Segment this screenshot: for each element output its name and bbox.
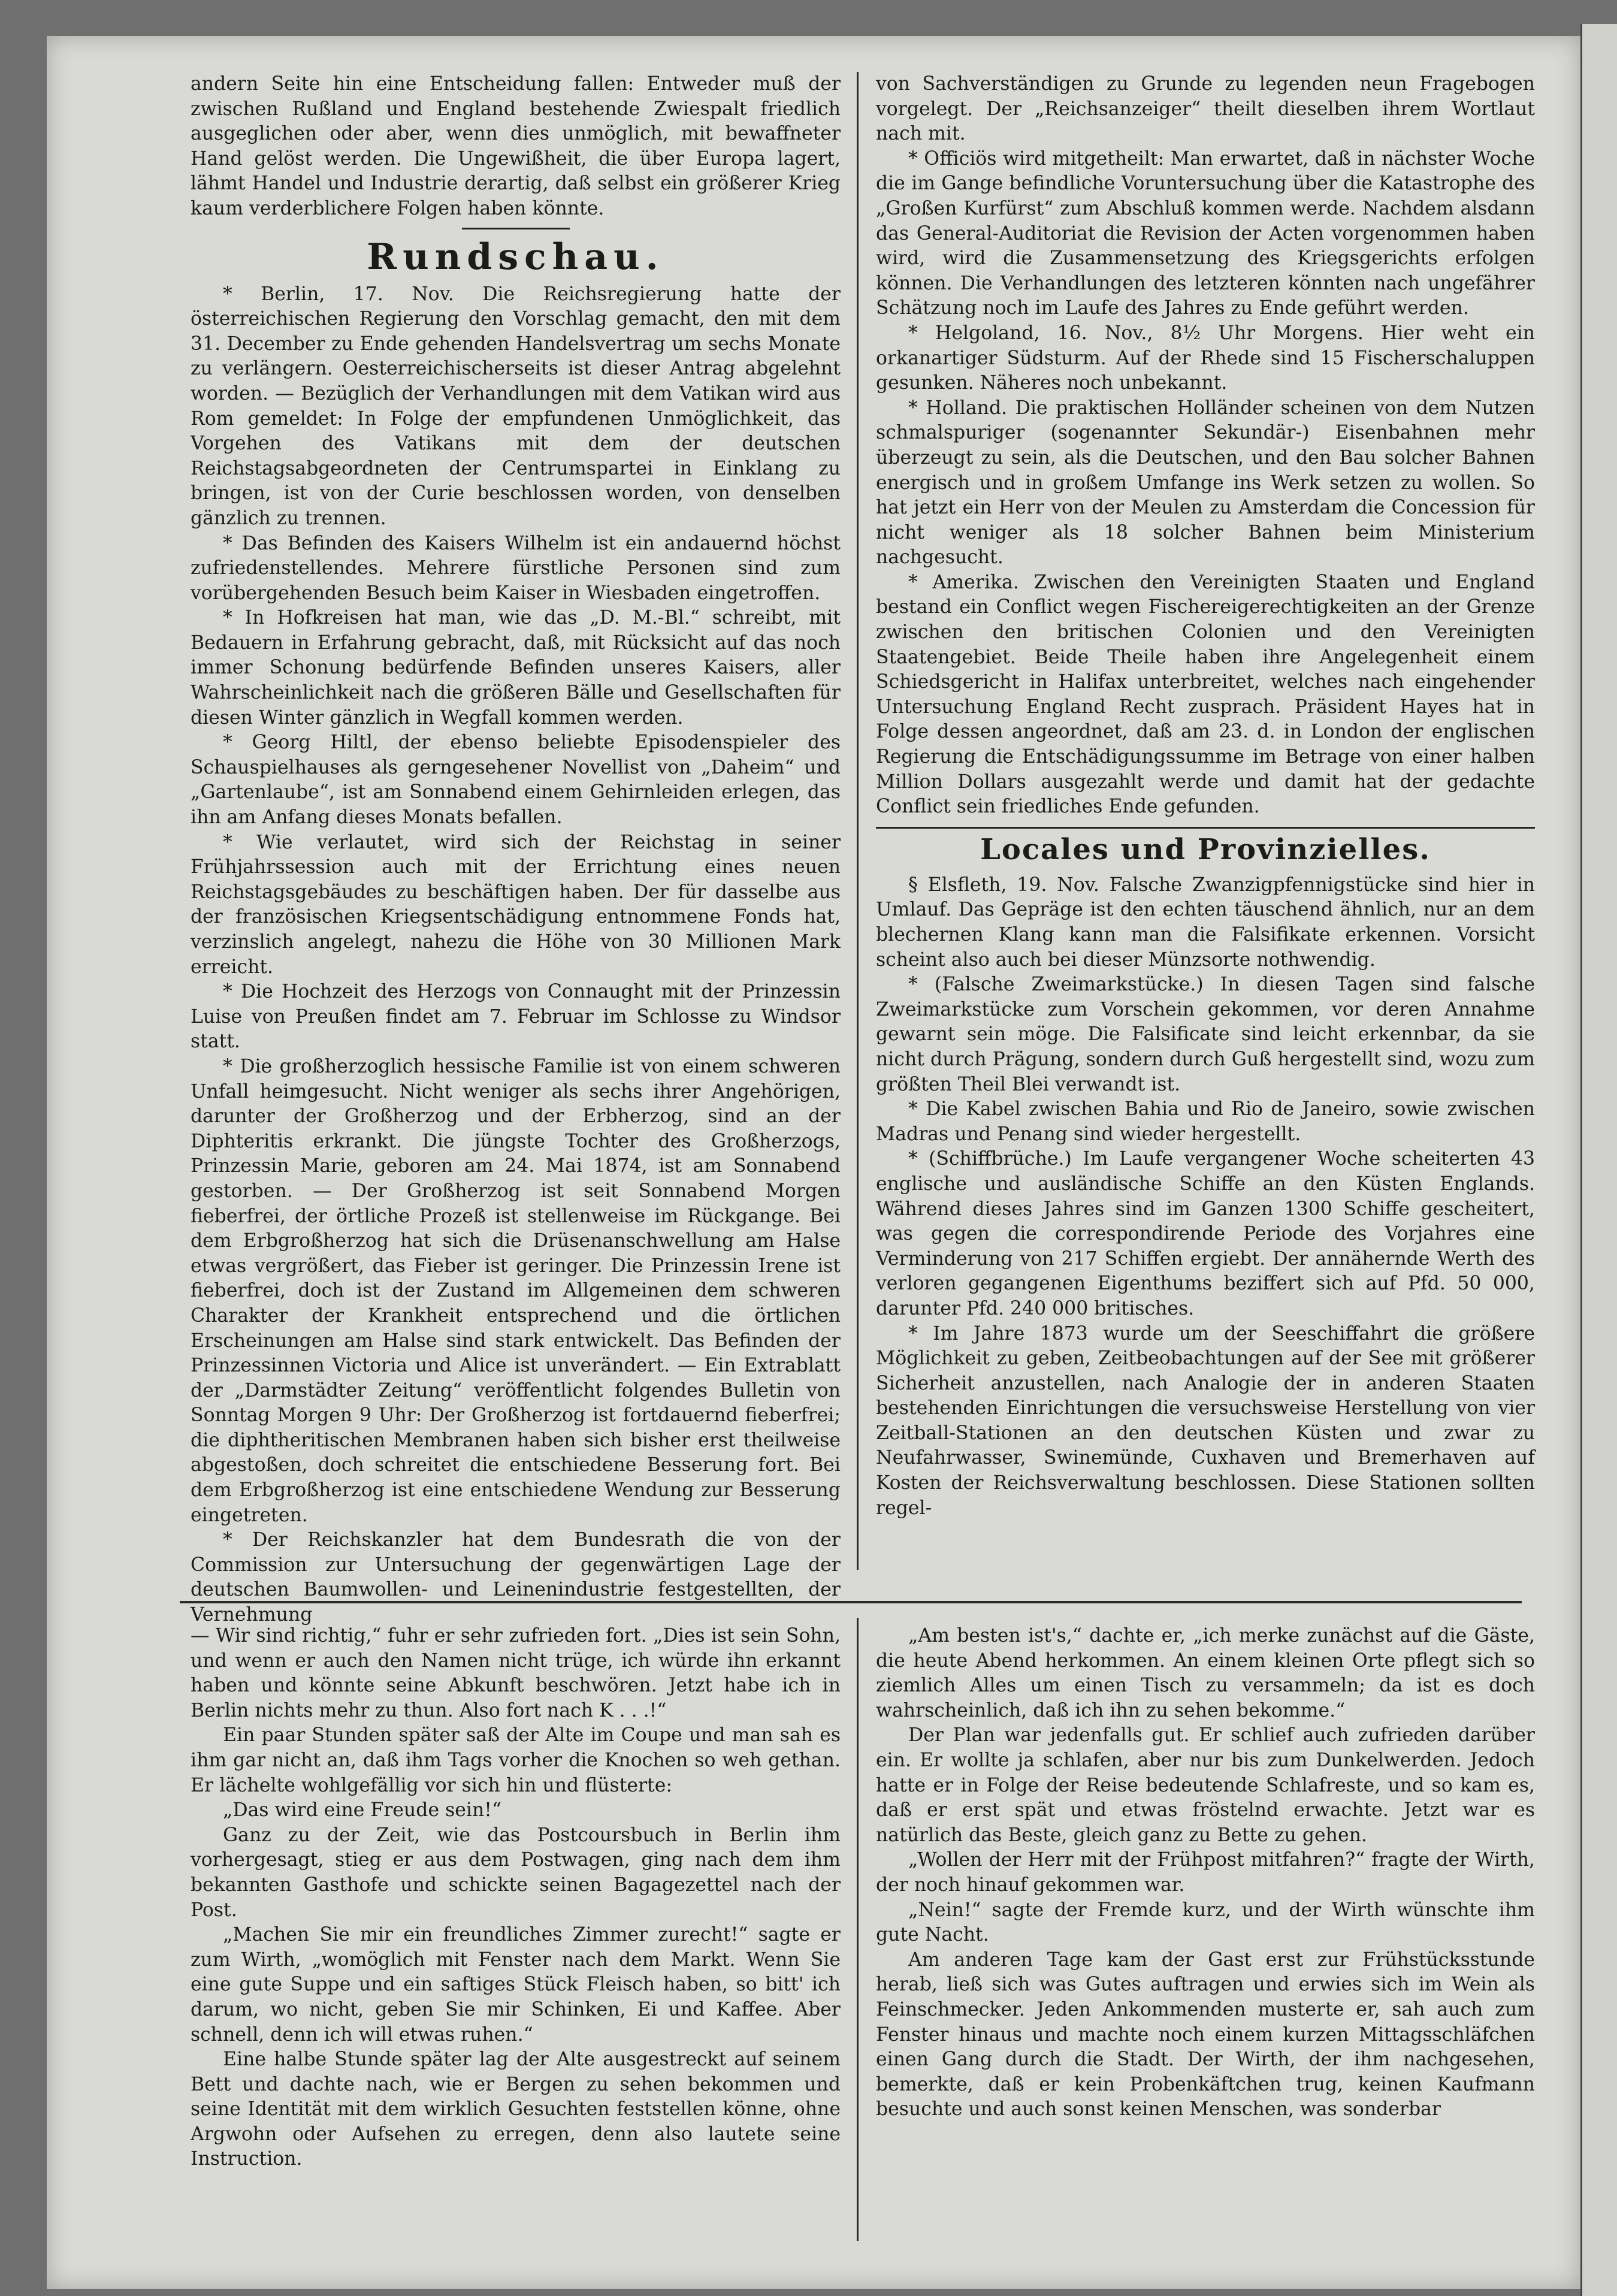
news-item: * Officiös wird mitgetheilt: Man erwartet, daß in nächster Woche die im Gange befindliche Voruntersuchung über die Katastrophe des „Großen Kurfürst“ zum Abschluß kommen werde. Nachdem alsdann das General-Auditoriat die Revision der Acten vorgenommen haben wird, wird die Zusammensetzung des Kriegsgerichts erfolgen können. Die Verhandlungen des letzteren könnten nach ungefährer Schätzung noch im Laufe des Jahres zu Ende geführt werden. xyxy=(876,147,1535,319)
column-divider xyxy=(857,72,859,1570)
story-paragraph: „Das wird eine Freude sein!“ xyxy=(223,1799,502,1821)
story-paragraph: „Nein!“ sagte der Fremde kurz, und der Wirth wünschte ihm gute Nacht. xyxy=(876,1899,1535,1946)
story-paragraph: „Machen Sie mir ein freundliches Zimmer zurecht!“ sagte er zum Wirth, „womöglich mit Fenster nach dem Markt. Wenn Sie eine gute Suppe und ein saftiges Stück Fleisch haben, so bitt' ich darum, wo nicht, geben Sie mir Schinken, Ei und Kaffee. Aber schnell, denn ich will etwas ruhen.“ xyxy=(191,1924,841,2046)
news-item: * Die großherzoglich hessische Familie ist von einem schweren Unfall heimgesucht. Nicht weniger als sechs ihrer Angehörigen, darunter der Großherzog und der Erbherzog, sind an der Diphteritis erkrankt. Die jüngste Tochter des Großherzogs, Prinzessin Marie, geboren am 24. Mai 1874, ist am Sonnabend gestorben. — Der Großherzog ist seit Sonnabend Morgen fieberfrei, der örtliche Prozeß ist stellenweise im Rückgange. Bei dem Erbgroßherzog hat sich die Drüsenanschwellung am Halse etwas vergrößert, das Fieber ist geringer. Die Prinzessin Irene ist fieberfrei, doch ist der Zustand im Allgemeinen dem schweren Charakter der Krankheit entsprechend und die örtlichen Erscheinungen am Halse sind stark entwickelt. Das Befinden der Prinzessinnen Victoria und Alice ist unverändert. — Ein Extrablatt der „Darmstädter Zeitung“ veröffentlicht folgendes Bulletin von Sonntag Morgen 9 Uhr: Der Großherzog ist fortdauernd fieberfrei; die diphtheritischen Membranen haben sich bisher erst theilweise abgestoßen, doch schreitet die entschiedene Besserung fort. Bei dem Erbgroßherzog ist eine entschiedene Wendung zur Besserung eingetreten. xyxy=(191,1055,841,1526)
news-item: * Helgoland, 16. Nov., 8½ Uhr Morgens. Hier weht ein orkanartiger Südsturm. Auf der Rhede sind 15 Fischerschaluppen gesunken. Näheres noch unbekannt. xyxy=(876,322,1535,394)
news-item: * In Hofkreisen hat man, wie das „D. M.-Bl.“ schreibt, mit Bedauern in Erfahrung gebracht, daß, mit Rücksicht auf das noch immer Schonung bedürfende Befinden unseres Kaisers, aller Wahrscheinlichkeit nach die größeren Bälle und Gesellschaften für diesen Winter gänzlich in Wegfall kommen werden. xyxy=(191,607,841,729)
adjacent-page-edge xyxy=(1580,24,1617,2296)
story-paragraph: Ein paar Stunden später saß der Alte im Coupe und man sah es ihm gar nicht an, daß ihm Tags vorher die Knochen so weh gethan. Er lächelte wohlgefällig vor sich hin und flüsterte: xyxy=(191,1724,841,1796)
story-paragraph: Am anderen Tage kam der Gast erst zur Frühstücksstunde herab, ließ sich was Gutes auftragen und erwies sich im Wein als Feinschmecker. Jeden Ankommenden musterte er, sah auch zum Fenster hinaus und machte noch einem kurzen Mittagsschläfchen einen Gang durch die Stadt. Der Wirth, der ihm nachgesehen, bemerkte, daß er kein Probenkäftchen trug, keinen Kaufmann besuchte und auch sonst keinen Menschen, was sonderbar xyxy=(876,1948,1535,2120)
divider xyxy=(462,228,570,229)
news-item: * Holland. Die praktischen Holländer scheinen von dem Nutzen schmalspuriger (sogenannter Sekundär-) Eisenbahnen mehr überzeugt zu sein, als die Deutschen, und den Bau solcher Bahnen energisch und in großem Umfange ins Werk setzen zu wollen. So hat jetzt ein Herr von der Meulen zu Amsterdam die Concession für nicht weniger als 18 solcher Bahnen beim Ministerium nachgesucht. xyxy=(876,397,1535,569)
story-paragraph: — Wir sind richtig,“ fuhr er sehr zufrieden fort. „Dies ist sein Sohn, und wenn er auch den Namen nicht trüge, ich würde ihn erkannt haben und könnte seine Abkunft beschwören. Jetzt habe ich in Berlin nichts mehr zu thun. Also fort nach K . . .!“ xyxy=(191,1625,841,1721)
story-paragraph: Eine halbe Stunde später lag der Alte ausgestreckt auf seinem Bett und dachte nach, wie er Bergen zu sehen bekommen und seine Identität mit dem wirklich Gesuchten feststellen könne, ohne Argwohn oder Aufsehen zu erregen, denn also lautete seine Instruction. xyxy=(191,2049,841,2170)
local-item: * Die Kabel zwischen Bahia und Rio de Janeiro, sowie zwischen Madras und Penang sind wieder hergestellt. xyxy=(876,1098,1535,1145)
news-item: * Amerika. Zwischen den Vereinigten Staaten und England bestand ein Conflict wegen Fischereigerechtigkeiten an der Grenze zwischen den britischen Colonien und den Vereinigten Staatengebiet. Beide Theile haben ihre Angelegenheit einem Schiedsgericht in Halifax unterbreitet, welches nach eingehender Untersuchung England Recht zusprach. Präsident Hayes hat in Folge dessen angeordnet, daß am 23. d. in London der englischen Regierung die Entschädigungssumme im Betrage von einer halben Million Dollars ausgezahlt werde und damit hat der gedachte Conflict sein friedliches Ende gefunden. xyxy=(876,571,1535,818)
story-left-column xyxy=(191,1624,841,2172)
story-paragraph: Der Plan war jedenfalls gut. Er schlief auch zufrieden darüber ein. Er wollte ja schlafen, aber nur bis zum Dunkelwerden. Jedoch hatte er in Folge der Reise bedeutende Schlafreste, und so kam es, daß er erst spät und etwas fröstelnd erwachte. Jetzt war es natürlich das Beste, gleich ganz zu Bette zu gehen. xyxy=(876,1724,1535,1846)
news-item: * Die Hochzeit des Herzogs von Connaught mit der Prinzessin Luise von Preußen findet am 7. Februar im Schlosse zu Windsor statt. xyxy=(191,981,841,1053)
news-item: * Der Reichskanzler hat dem Bundesrath die von der Commission zur Untersuchung der gegenwärtigen Lage der deutschen Baumwollen- und Leinenindustrie festgestellten, der Vernehmung xyxy=(191,1529,841,1626)
story-paragraph: „Wollen der Herr mit der Frühpost mitfahren?“ fragte der Wirth, der noch hinauf gekommen war. xyxy=(876,1849,1535,1896)
column-divider xyxy=(857,1618,859,2241)
local-item: * Im Jahre 1873 wurde um der Seeschiffahrt die größere Möglichkeit zu geben, Zeitbeobachtungen auf der See mit größerer Sicherheit anzustellen, nach Analogie der in anderen Staaten bestehenden Einrichtungen die versuchsweise Herstellung von vier Zeitball-Stationen an den deutschen Küsten und zwar zu Neufahrwasser, Swinemünde, Cuxhaven und Bremerhaven auf Kosten der Reichsverwaltung beschlossen. Diese Stationen sollten regel- xyxy=(876,1322,1535,1519)
local-item: * (Schiffbrüche.) Im Laufe vergangener Woche scheiterten 43 englische und ausländische Schiffe an den Küsten Englands. Während dieses Jahres sind im Ganzen 1300 Schiffe gescheitert, was gegen die correspondirende Periode des Vorjahres eine Verminderung von 217 Schiffen ergiebt. Der annähernde Werth des verloren gegangenen Eigenthums beziffert sich auf Pfd. 50 000, darunter Pfd. 240 000 britisches. xyxy=(876,1148,1535,1319)
local-item: * (Falsche Zweimarkstücke.) In diesen Tagen sind falsche Zweimarkstücke zum Vorschein gekommen, vor deren Annahme gewarnt sein möge. Die Falsificate sind leicht erkennbar, da sie nicht durch Prägung, sondern durch Guß hergestellt sind, wozu zum größten Theil Blei verwandt ist. xyxy=(876,974,1535,1095)
story-right-column xyxy=(876,1624,1535,2122)
story-paragraph: „Am besten ist's,“ dachte er, „ich merke zunächst auf die Gäste, die heute Abend herkommen. An einem kleinen Orte pflegt sich so ziemlich Alles um einen Tisch zu versammeln; da ist es doch wahrscheinlich, daß ich ihn zu sehen bekomme.“ xyxy=(876,1625,1535,1721)
upper-right-column xyxy=(876,72,1535,1521)
news-item: * Berlin, 17. Nov. Die Reichsregierung hatte der österreichischen Regierung den Vorschlag gemacht, den mit dem 31. December zu Ende gehenden Handelsvertrag um sechs Monate zu verlängern. Oesterreichischerseits ist dieser Antrag abgelehnt worden. — Bezüglich der Verhandlungen mit dem Vatikan wird aus Rom gemeldet: In Folge der empfundenen Unmöglichkeit, das Vorgehen des Vatikans mit dem der deutschen Reichstagsabgeordneten der Centrumspartei in Einklang zu bringen, ist von der Curie beschlossen worden, von denselben gänzlich zu trennen. xyxy=(191,283,841,529)
news-item: * Das Befinden des Kaisers Wilhelm ist ein andauernd höchst zufriedenstellendes. Mehrere fürstliche Personen sind zum vorübergehenden Besuch beim Kaiser in Wiesbaden eingetroffen. xyxy=(191,532,841,604)
news-item: von Sachverständigen zu Grunde zu legenden neun Fragebogen vorgelegt. Der „Reichsanzeiger“ theilt dieselben ihrem Wortlaut nach mit. xyxy=(876,73,1535,145)
feuilleton-divider xyxy=(180,1601,1522,1603)
local-item: § Elsfleth, 19. Nov. Falsche Zwanzigpfennigstücke sind hier in Umlauf. Das Gepräge ist den echten täuschend ähnlich, nur an dem blechernen Klang kann man die Falsifikate erkennen. Vorsicht scheint also auch bei dieser Münzsorte nothwendig. xyxy=(876,874,1535,971)
news-item: * Wie verlautet, wird sich der Reichstag in seiner Frühjahrssession auch mit der Errichtung eines neuen Reichstagsgebäudes zu beschäftigen haben. Der für dasselbe aus der französischen Kriegsentschädigung entnommene Fonds hat, verzinslich angelegt, nahezu die Höhe von 30 Millionen Mark erreicht. xyxy=(191,831,841,978)
news-item: * Georg Hiltl, der ebenso beliebte Episodenspieler des Schauspielhauses als gerngesehener Novellist von „Daheim“ und „Gartenlaube“, ist am Sonnabend einem Gehirnleiden erlegen, das ihn am Anfang dieses Monats befallen. xyxy=(191,732,841,829)
upper-left-column xyxy=(191,72,841,1628)
section-title-locales: Locales und Provinzielles. xyxy=(876,827,1535,867)
section-title-rundschau: Rundschau. xyxy=(367,235,664,278)
intro-paragraph: andern Seite hin eine Entscheidung fallen: Entweder muß der zwischen Rußland und England bestehende Zwiespalt friedlich ausgeglichen oder aber, wenn dies unmöglich, mit bewaffneter Hand gelöst werden. Die Ungewißheit, die über Europa lagert, lähmt Handel und Industrie derartig, daß selbst ein größerer Krieg kaum verderblichere Folgen haben könnte. xyxy=(191,73,841,219)
story-paragraph: Ganz zu der Zeit, wie das Postcoursbuch in Berlin ihm vorhergesagt, stieg er aus dem Postwagen, ging nach dem ihm bekannten Gasthofe und schickte seinen Bagagezettel nach der Post. xyxy=(191,1824,841,1921)
